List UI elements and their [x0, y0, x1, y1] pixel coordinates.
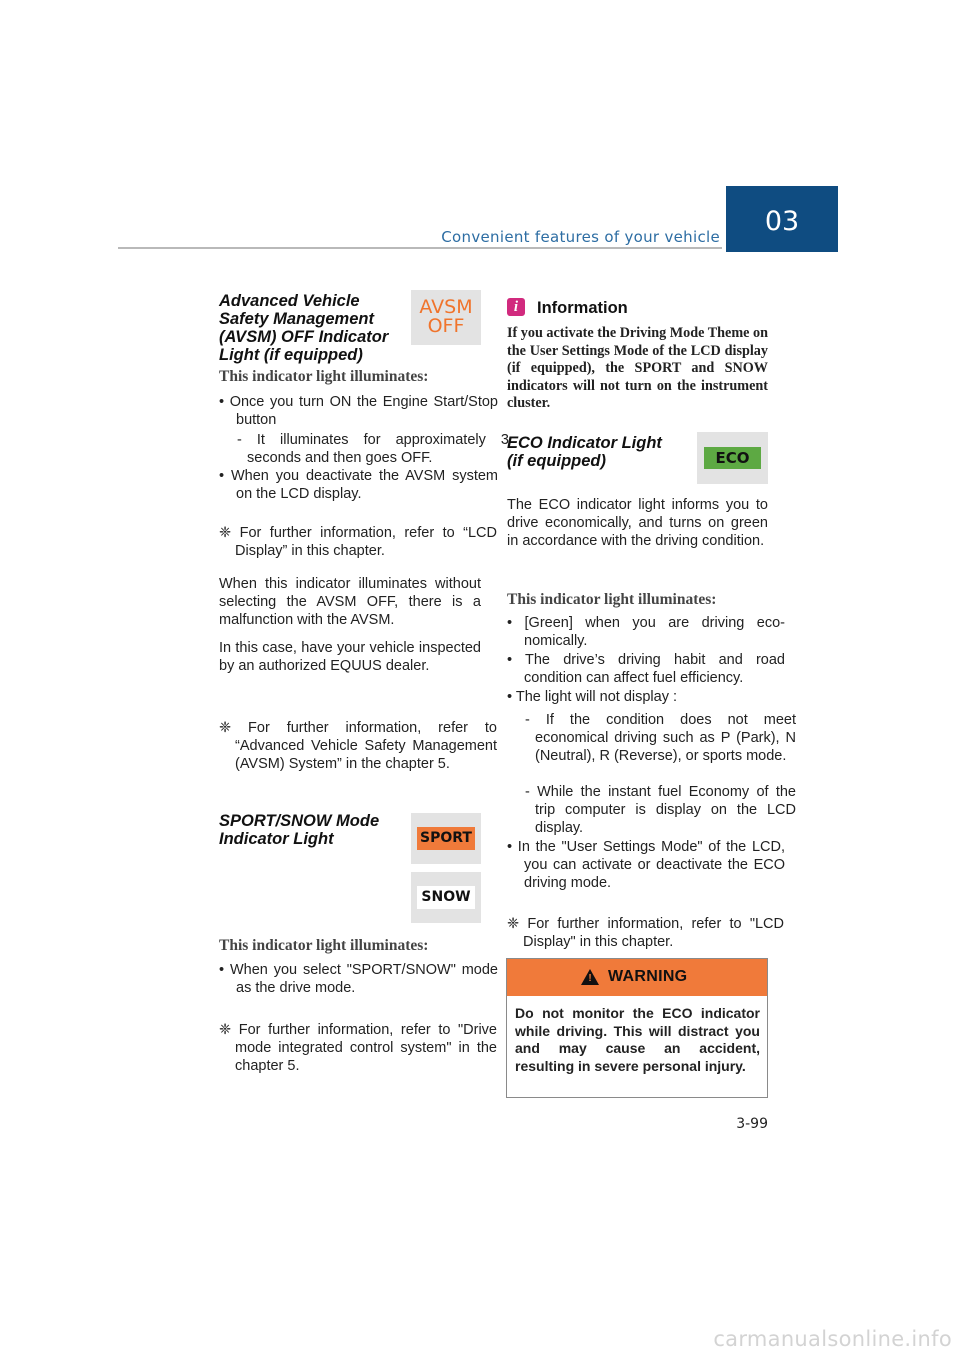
sport-snow-illuminates-label: This indicator light illuminates: [219, 937, 429, 954]
avsm-subitem: - It illuminates for approximately 3 seconds and then goes OFF. [237, 432, 509, 466]
avsm-reference-note: ❈ For further information, refer to “Advanced Vehicle Safety Management (AVSM) System” in the chapter 5. [219, 720, 497, 772]
avsm-bullet: • Once you turn ON the Engine Start/Stop button [219, 394, 498, 428]
sport-snow-heading-line: SPORT/SNOW Mode [219, 812, 380, 830]
watermark: carmanualsonline.info [713, 1327, 952, 1351]
sport-snow-bullet: • When you select "SPORT/SNOW" mode as the drive mode. [219, 962, 498, 996]
avsm-heading-line: Light (if equipped) [219, 346, 363, 364]
sport-snow-reference-note: ❈ For further information, refer to "Drive mode integrated control system" in the chapter 5. [219, 1022, 497, 1074]
eco-heading-line: (if equipped) [507, 452, 606, 470]
eco-bullet: • The light will not display : [507, 689, 678, 705]
sport-icon-label: SPORT [417, 827, 475, 850]
eco-illuminates-label: This indicator light illuminates: [507, 591, 717, 608]
avsm-icon-line: OFF [427, 315, 465, 337]
information-body: If you activate the Driving Mode Theme on the User Settings Mode of the LCD display (if equipped), the SPORT and SNOW indicators will not turn on the instrument cluster. [507, 325, 768, 411]
avsm-heading [219, 292, 409, 364]
eco-bullet: • [Green] when you are driving economically. [507, 615, 785, 649]
information-title: Information [537, 299, 628, 317]
warning-header: ! WARNING [507, 959, 767, 996]
snow-icon-label: SNOW [417, 886, 475, 909]
sport-snow-heading-line: Indicator Light [219, 830, 334, 848]
section-title: Convenient features of your vehicle [441, 228, 720, 246]
chapter-number: 03 [764, 206, 800, 237]
eco-subitem: - If the condition does not meet economical driving such as P (Park), N (Neutral), R (Reverse), or sports mode. [525, 712, 796, 764]
snow-indicator-icon [411, 872, 481, 923]
page-number: 3-99 [736, 1116, 768, 1132]
eco-bullet: • The drive’s driving habit and road condition can affect fuel efficiency. [507, 652, 785, 686]
avsm-icon-line: AVSM [419, 296, 473, 318]
eco-indicator-icon [697, 432, 768, 484]
eco-subitem: - While the instant fuel Economy of the trip computer is display on the LCD display. [525, 784, 796, 836]
information-icon: i [507, 298, 525, 316]
avsm-heading-line: Advanced Vehicle [219, 292, 360, 310]
avsm-bullet: • When you deactivate the AVSM system on the LCD display. [219, 468, 498, 502]
avsm-off-indicator-icon [411, 290, 481, 345]
avsm-paragraph: In this case, have your vehicle inspected by an authorized EQUUS dealer. [219, 640, 481, 674]
eco-heading [507, 434, 692, 470]
header-rule [118, 247, 722, 249]
eco-reference-note: ❈ For further information, refer to "LCD Display" in this chapter. [507, 916, 784, 950]
sport-indicator-icon [411, 813, 481, 864]
warning-box [506, 958, 768, 1098]
avsm-reference-note: ❈ For further information, refer to “LCD Display” in this chapter. [219, 525, 497, 559]
sport-snow-heading [219, 812, 409, 848]
warning-label: WARNING [608, 968, 688, 985]
eco-heading-line: ECO Indicator Light [507, 434, 662, 452]
avsm-heading-line: Safety Management [219, 310, 374, 328]
chapter-tab [726, 186, 838, 252]
avsm-illuminates-label: This indicator light illuminates: [219, 368, 429, 385]
avsm-paragraph: When this indicator illuminates without selecting the AVSM OFF, there is a malfunction with the AVSM. [219, 576, 481, 628]
eco-icon-label: ECO [704, 447, 761, 469]
eco-bullet: • In the "User Settings Mode" of the LCD, you can activate or deactivate the ECO driving mode. [507, 839, 785, 891]
eco-paragraph: The ECO indicator light informs you to drive economically, and turns on green in accordance with the driving condition. [507, 497, 768, 549]
avsm-heading-line: (AVSM) OFF Indicator [219, 328, 389, 346]
warning-body: Do not monitor the ECO indicator while driving. This will distract you and may cause an accident, resulting in severe personal injury. [515, 1005, 760, 1074]
